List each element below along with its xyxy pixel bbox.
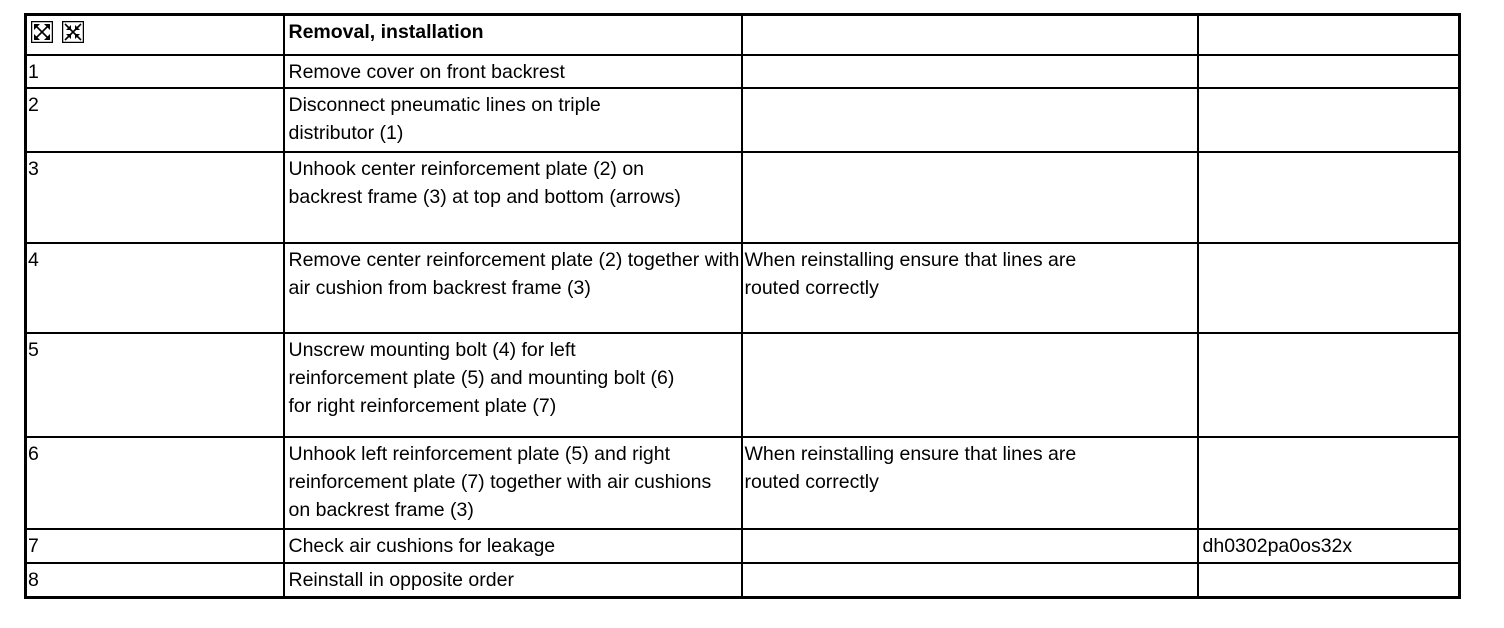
step-note-cell — [742, 563, 1198, 598]
header-col3-cell — [742, 15, 1198, 55]
step-text-cell — [284, 333, 742, 437]
step-text: Remove center reinforcement plate (2) together with air cushion from backrest frame (3) — [288, 248, 740, 299]
header-row — [26, 15, 1460, 55]
collapse-icon[interactable] — [62, 21, 84, 43]
step-text: Disconnect pneumatic lines on triple distributor (1) — [288, 93, 601, 144]
step-number-cell — [26, 529, 284, 563]
step-text-cell — [284, 437, 742, 529]
expand-icon[interactable] — [31, 21, 53, 43]
table-row — [26, 529, 1460, 563]
step-number: 5 — [28, 338, 39, 361]
step-number-cell — [26, 437, 284, 529]
step-text-cell — [284, 55, 742, 88]
step-number-cell — [26, 55, 284, 88]
step-number-cell — [26, 152, 284, 243]
step-text: Reinstall in opposite order — [288, 568, 514, 591]
step-number: 8 — [28, 568, 39, 591]
step-number: 1 — [28, 60, 39, 83]
step-note-cell — [742, 88, 1198, 152]
step-note: When reinstalling ensure that lines are routed correctly — [744, 442, 1077, 493]
table-row — [26, 563, 1460, 598]
table-row — [26, 333, 1460, 437]
step-ref-cell — [1198, 152, 1460, 243]
step-number-cell — [26, 563, 284, 598]
step-text: Unhook center reinforcement plate (2) on backrest frame (3) at top and bottom (arrows) — [288, 157, 681, 208]
step-number-cell — [26, 243, 284, 333]
step-ref-cell — [1198, 243, 1460, 333]
step-number: 3 — [28, 157, 39, 180]
step-text-cell — [284, 563, 742, 598]
step-ref-cell — [1198, 563, 1460, 598]
step-note-cell — [742, 333, 1198, 437]
table-row — [26, 437, 1460, 529]
table-row — [26, 88, 1460, 152]
step-number-cell — [26, 333, 284, 437]
step-ref: dh0302pa0os32x — [1202, 534, 1353, 557]
step-text: Check air cushions for leakage — [288, 534, 556, 557]
step-number: 2 — [28, 93, 39, 116]
step-number: 6 — [28, 442, 39, 465]
step-note-cell — [742, 152, 1198, 243]
step-text: Unhook left reinforcement plate (5) and right reinforcement plate (7) together with air cushions on backrest frame (3) — [288, 442, 712, 521]
step-ref-cell — [1198, 437, 1460, 529]
step-note: When reinstalling ensure that lines are routed correctly — [744, 248, 1077, 299]
step-number-cell — [26, 88, 284, 152]
step-number: 7 — [28, 534, 39, 557]
step-text-cell — [284, 529, 742, 563]
table-row — [26, 152, 1460, 243]
step-text: Unscrew mounting bolt (4) for left reinforcement plate (5) and mounting bolt (6) for right reinforcement plate (7) — [288, 338, 675, 417]
step-number: 4 — [28, 248, 39, 271]
step-text-cell — [284, 88, 742, 152]
step-ref-cell — [1198, 333, 1460, 437]
header-title-cell — [284, 15, 742, 55]
table-row — [26, 243, 1460, 333]
step-text: Remove cover on front backrest — [288, 60, 565, 83]
step-ref-cell — [1198, 88, 1460, 152]
table-row — [26, 55, 1460, 88]
step-note-cell — [742, 243, 1198, 333]
step-ref-cell — [1198, 529, 1460, 563]
step-text-cell — [284, 152, 742, 243]
step-note-cell — [742, 55, 1198, 88]
procedure-table — [24, 13, 1461, 599]
header-col4-cell — [1198, 15, 1460, 55]
header-icons-cell — [26, 15, 284, 55]
step-text-cell — [284, 243, 742, 333]
step-note-cell — [742, 437, 1198, 529]
section-title: Removal, installation — [288, 21, 484, 43]
step-ref-cell — [1198, 55, 1460, 88]
step-note-cell — [742, 529, 1198, 563]
